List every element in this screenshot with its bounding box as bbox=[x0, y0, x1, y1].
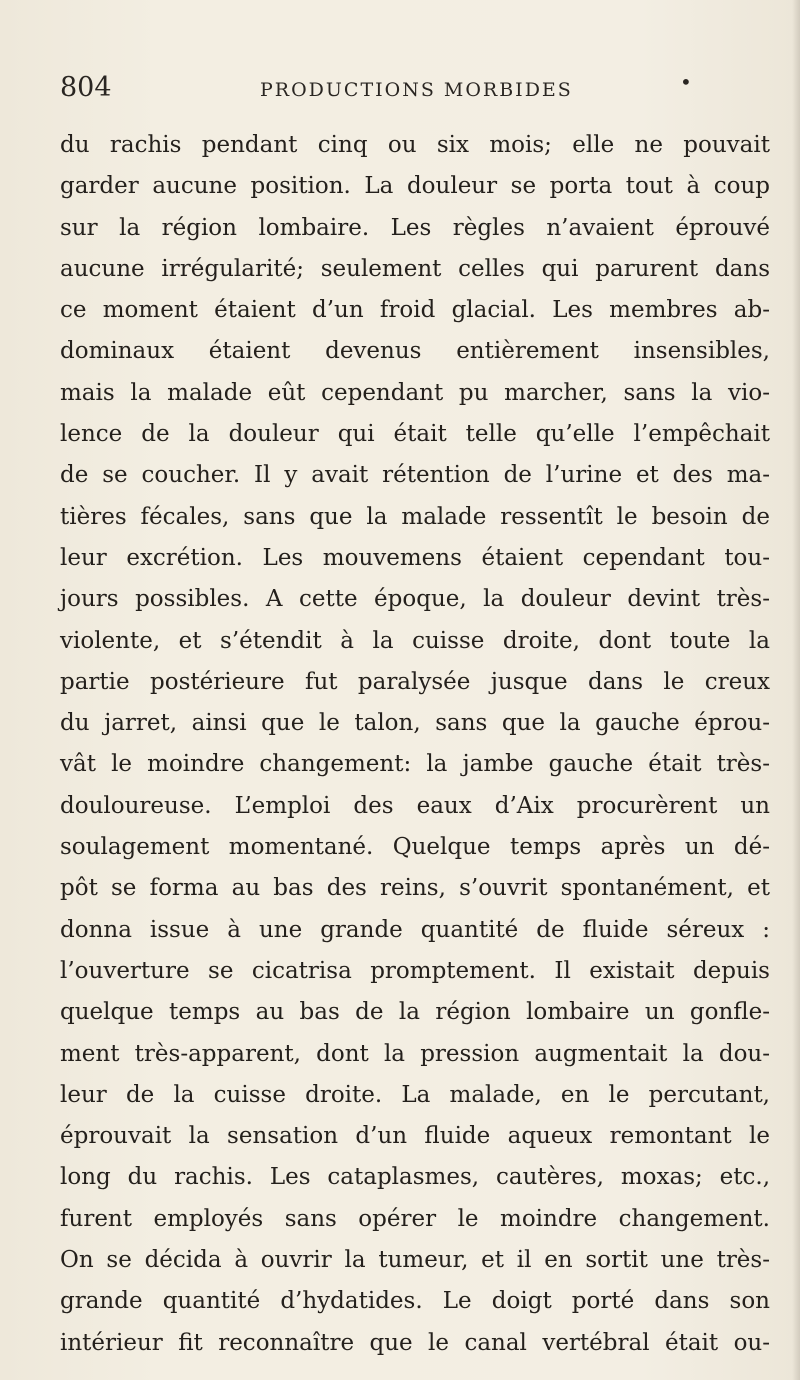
text-line: leur de la cuisse droite. La malade, en le percutant, bbox=[60, 1081, 770, 1108]
text-line: garder aucune position. La douleur se porta tout à coup bbox=[60, 173, 770, 200]
text-line: jours possibles. A cette époque, la douleur devint très- bbox=[60, 586, 770, 613]
text-line: lence de la douleur qui était telle qu’elle l’empêchait bbox=[60, 421, 770, 448]
text-line: de se coucher. Il y avait rétention de l’urine et des ma- bbox=[60, 462, 770, 489]
text-line: sur la région lombaire. Les règles n’avaient éprouvé bbox=[60, 214, 770, 241]
text-line: pôt se forma au bas des reins, s’ouvrit spontanément, et bbox=[60, 875, 770, 902]
text-line: quelque temps au bas de la région lombaire un gonfle- bbox=[60, 999, 770, 1026]
text-line: l’ouverture se cicatrisa promptement. Il existait depuis bbox=[60, 957, 770, 984]
running-head: PRODUCTIONS MORBIDES bbox=[260, 79, 573, 101]
text-line: ce moment étaient d’un froid glacial. Les membres ab- bbox=[60, 297, 770, 324]
text-line: ment très-apparent, dont la pression augmentait la dou- bbox=[60, 1040, 770, 1067]
text-line: aucune irrégularité; seulement celles qui parurent dans bbox=[60, 255, 770, 282]
text-line: grande quantité d’hydatides. Le doigt porté dans son bbox=[60, 1288, 770, 1315]
text-line: du jarret, ainsi que le talon, sans que la gauche éprou- bbox=[60, 710, 770, 737]
text-line: tières fécales, sans que la malade ressentît le besoin de bbox=[60, 503, 770, 530]
page-number: 804 bbox=[60, 72, 112, 103]
text-line: furent employés sans opérer le moindre changement. bbox=[60, 1205, 770, 1232]
text-line: du rachis pendant cinq ou six mois; elle ne pouvait bbox=[60, 132, 770, 158]
text-line: mais la malade eût cependant pu marcher, sans la vio- bbox=[60, 379, 770, 406]
text-line: violente, et s’étendit à la cuisse droite, dont toute la bbox=[60, 627, 770, 654]
text-line: intérieur fit reconnaître que le canal vertébral était ou- bbox=[60, 1329, 770, 1356]
text-line: long du rachis. Les cataplasmes, cautères, moxas; etc., bbox=[60, 1164, 770, 1191]
text-line: dominaux étaient devenus entièrement insensibles, bbox=[60, 338, 770, 365]
printer-mark: • bbox=[680, 70, 692, 94]
text-line: leur excrétion. Les mouvemens étaient cependant tou- bbox=[60, 544, 770, 571]
text-line: soulagement momentané. Quelque temps après un dé- bbox=[60, 834, 770, 861]
text-line: On se décida à ouvrir la tumeur, et il en sortit une très- bbox=[60, 1247, 770, 1274]
text-line: vât le moindre changement: la jambe gauche était très- bbox=[60, 751, 770, 778]
text-line: donna issue à une grande quantité de fluide séreux : bbox=[60, 916, 770, 943]
text-line: éprouvait la sensation d’un fluide aqueux remontant le bbox=[60, 1123, 770, 1150]
body-text bbox=[60, 125, 770, 1364]
text-line: douloureuse. L’emploi des eaux d’Aix procurèrent un bbox=[60, 792, 770, 819]
page-edge-shadow bbox=[792, 0, 800, 1380]
page-header bbox=[60, 72, 760, 116]
text-line: partie postérieure fut paralysée jusque dans le creux bbox=[60, 668, 770, 695]
